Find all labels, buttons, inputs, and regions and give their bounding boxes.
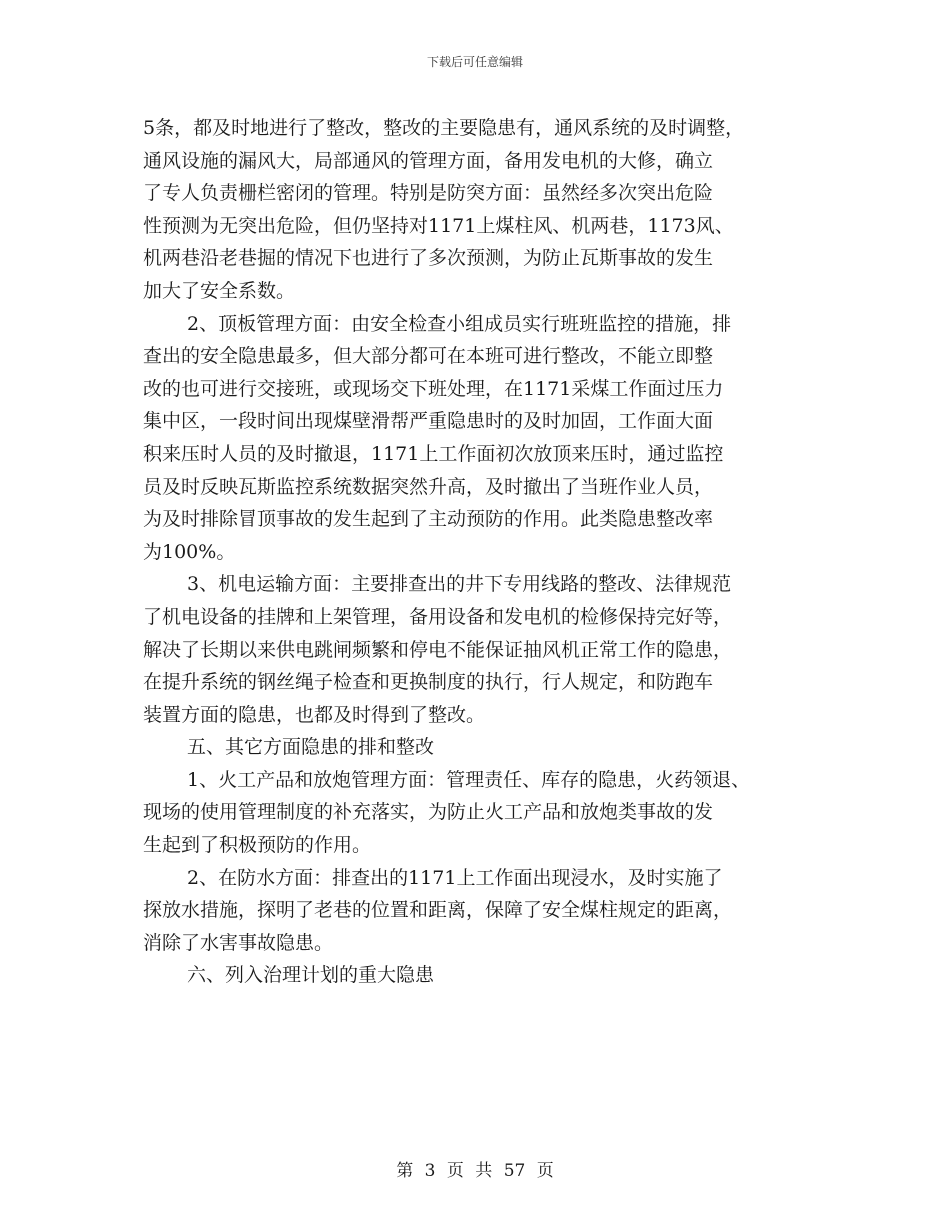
text-line: 查出的安全隐患最多，但大部分都可在本班可进行整改，不能立即整 [143,345,714,368]
text-line: 5条，都及时地进行了整改，整改的主要隐患有，通风系统的及时调整， [143,117,745,139]
text-line: 为100%。 [143,540,236,563]
text-line: 改的也可进行交接班，或现场交下班处理，在1171采煤工作面过压力 [143,377,724,400]
text-line: 装置方面的隐患，也都及时得到了整改。 [143,703,486,726]
text-line: 了机电设备的挂牌和上架管理，备用设备和发电机的检修保持完好等， [143,605,733,628]
text-line: 生起到了积极预防的作用。 [143,834,372,857]
text-line: 消除了水害事故隐患。 [143,931,334,954]
page-number: 第 3 页 共 57 页 [396,1161,554,1181]
text-line: 积来压时人员的及时撤退，1171上工作面初次放顶来压时，通过监控 [143,442,724,465]
text-line: 解决了长期以来供电跳闸频繁和停电不能保证抽风机正常工作的隐患， [143,638,733,661]
paragraph-start: 1、火工产品和放炮管理方面：管理责任、库存的隐患，火药领退、 [187,768,751,791]
text-line: 通风设施的漏风大，局部通风的管理方面，备用发电机的大修，确立 [143,149,714,172]
text-line: 集中区，一段时间出现煤壁滑帮严重隐患时的及时加固，工作面大面 [143,410,714,433]
text-line: 现场的使用管理制度的补充落实，为防止火工产品和放炮类事故的发 [143,801,714,824]
section-heading: 六、列入治理计划的重大隐患 [187,964,435,987]
paragraph-start: 3、机电运输方面：主要排查出的井下专用线路的整改、法律规范 [187,573,732,596]
text-line: 机两巷沿老巷掘的情况下也进行了多次预测，为防止瓦斯事故的发生 [143,247,714,270]
page-header: 下载后可任意编辑 [426,55,523,69]
paragraph-start: 2、在防水方面：排查出的1171上工作面出现浸水，及时实施了 [187,866,723,889]
text-line: 在提升系统的钢丝绳子检查和更换制度的执行，行人规定，和防跑车 [143,671,714,694]
document-body [143,112,833,992]
text-line: 性预测为无突出危险，但仍坚持对1171上煤柱风、机两巷，1173风、 [143,214,734,237]
text-line: 探放水措施，探明了老巷的位置和距离，保障了安全煤柱规定的距离， [143,899,733,922]
section-heading: 五、其它方面隐患的排和整改 [187,736,435,759]
paragraph-start: 2、顶板管理方面：由安全检查小组成员实行班班监控的措施，排 [187,312,732,335]
text-line: 为及时排除冒顶事故的发生起到了主动预防的作用。此类隐患整改率 [143,508,714,531]
text-line: 加大了安全系数。 [143,279,296,302]
text-line: 员及时反映瓦斯监控系统数据突然升高，及时撤出了当班作业人员， [143,475,714,498]
text-line: 了专人负责栅栏密闭的管理。特别是防突方面：虽然经多次突出危险 [143,182,714,205]
